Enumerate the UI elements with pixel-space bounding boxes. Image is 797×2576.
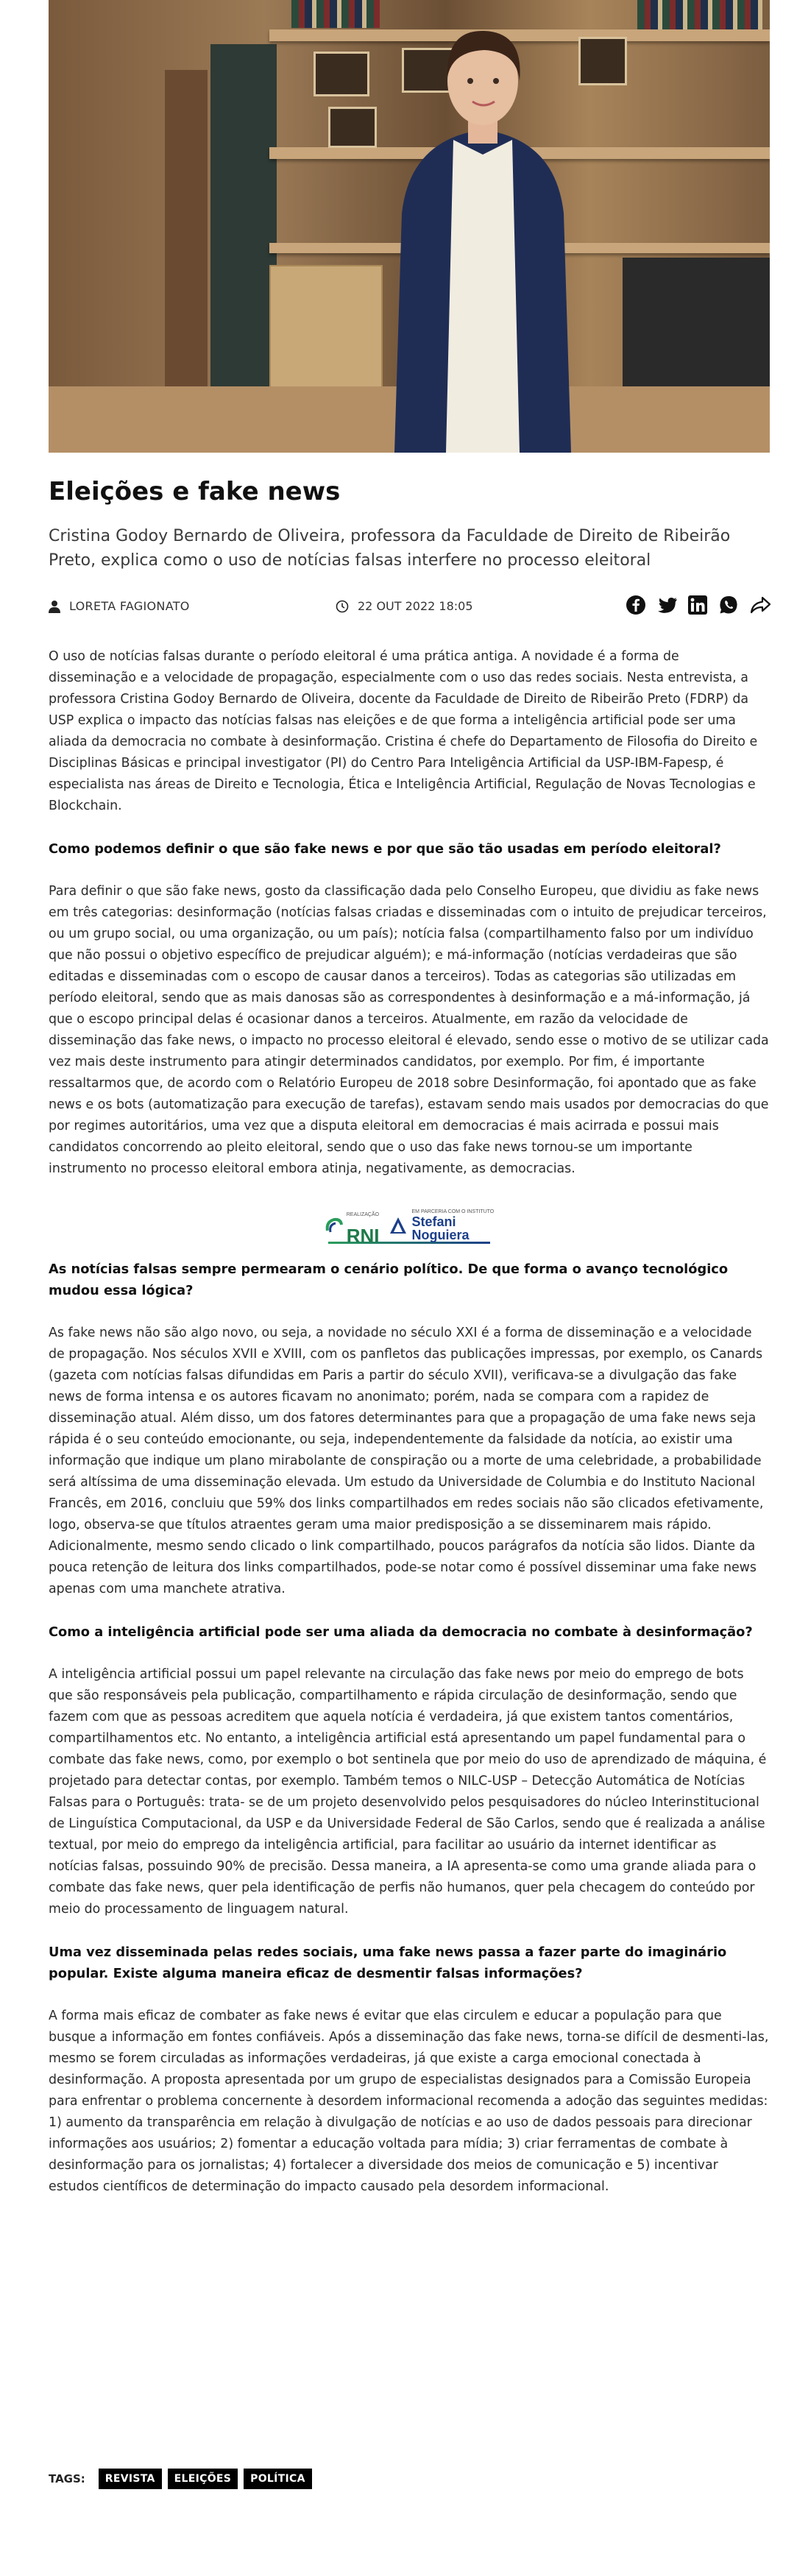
publish-date [336, 599, 473, 613]
whatsapp-icon[interactable] [718, 595, 739, 615]
door-frame [165, 70, 208, 416]
rni-logo [325, 1204, 380, 1247]
books [637, 0, 762, 29]
rni-mark-icon [325, 1216, 344, 1235]
article-body [49, 646, 770, 2219]
facebook-icon[interactable] [626, 595, 646, 615]
date-text: 22 OUT 2022 18:05 [358, 599, 473, 613]
linkedin-icon[interactable] [687, 595, 708, 615]
twitter-icon[interactable] [656, 595, 677, 615]
stefani-label: EM PARCERIA COM O INSTITUTO [411, 1209, 495, 1214]
tags-row [49, 2469, 312, 2489]
answer-paragraph: Para definir o que são fake news, gosto da classificação dada pelo Conselho Europeu, que dividiu as fake news em três categorias: desinformação (notícias falsas criadas e disseminadas com o intuito de prejudicar terceiros, ou um grupo social, ou uma organização, ou um país); notícia falsa (compartilhamento falso por um indivíduo que não possui o objetivo específico de prejudicar alguém); e má-informação (notícias verdadeiras que são editadas e disseminadas com o escopo de causar danos a terceiros). Todas as categorias são utilizadas em período eleitoral, sendo que as mais danosas são as correspondentes à desinformação e a má-informação, já que o escopo principal delas é ocasionar danos a terceiros. Atualmente, em razão da velocidade de disseminação das fake news, o impacto no processo eleitoral é elevado, sendo esse o motivo de se utilizar cada vez mais deste instrumento para atingir determinados candidatos, por exemplo. Por fim, é importante ressaltarmos que, de acordo com o Relatório Europeu de 2018 sobre Desinformação, foi apontado que as fake news e os bots (automatização para execução de tarefas), estavam sendo mais usados por democracias do que por regimes autoritários, uma vez que a disputa eleitoral em democracias é mais acirrada e possui mais candidatos concorrendo ao pleito eleitoral, sendo que o uso das fake news tornou-se um importante instrumento no processo eleitoral embora atinja, negativamente, as democracias. [49, 884, 769, 1176]
tags-label: TAGS: [49, 2472, 85, 2485]
question-heading: As notícias falsas sempre permearam o cenário político. De que forma o avanço tecnológico mudou essa lógica? [49, 1262, 729, 1298]
intro-paragraph: O uso de notícias falsas durante o período eleitoral é uma prática antiga. A novidade é a forma de disseminação e a velocidade de propagação, especialmente com o uso das redes sociais. Nesta entrevista, a professora Cristina Godoy Bernardo de Oliveira, docente da Faculdade de Direito de Ribeirão Preto (FDRP) da USP explica o impacto das notícias falsas nas eleições e de que forma a inteligência artificial pode ser uma aliada da democracia no combate à desinformação. Cristina é chefe do Departamento de Filosofia do Direito e Disciplinas Básicas e principal investigator (PI) do Centro Para Inteligência Artificial da USP-IBM-Fapesp, é especialista nas áreas de Direito e Tecnologia, Ética e Inteligência Artificial, Regulação de Novas Tecnologias e Blockchain. [49, 649, 758, 813]
answer-paragraph: A forma mais eficaz de combater as fake news é evitar que elas circulem e educar a população para que busque a informação em fontes confiáveis. Após a disseminação das fake news, torna-se difícil de desmenti-las, mesmo se forem circuladas as informações verdadeiras, já que existe a carga emocional conectada à desinformação. A proposta apresentada por um grupo de especialistas designados para a Comissão Europeia para enfrentar o problema concernente à desordem informacional recomenda a adoção das seguintes medidas: 1) aumento da transparência em relação à divulgação de notícias e ao uso de dados pessoais para direcionar informações aos usuários; 2) fomentar a educação voltada para mídia; 3) criar ferramentas de combate à desinformação para os jornalistas; 4) fortalecer a diversidade dos meios de comunicação e 5) incentivar estudos científicos de determinação do impacto causado pela desordem informacional. [49, 2009, 769, 2194]
user-icon [49, 600, 60, 613]
article-subtitle: Cristina Godoy Bernardo de Oliveira, professora da Faculdade de Direito de Ribeirão Preto, explica como o uso de notícias falsas interfere no processo eleitoral [49, 527, 731, 570]
rni-text: RNI [346, 1224, 380, 1247]
answer-paragraph: As fake news não são algo novo, ou seja, a novidade no século XXI é a forma de disseminação e a velocidade de propagação. Nos séculos XVII e XVIII, com os panfletos das publicações impressas, por exemplo, os Canards (gazeta com notícias falsas difundidas em Paris a partir do século XVII), verificava-se a divulgação das fake news de forma intensa e os autores ficavam no anonimato; porém, nada se compara com a rapidez de disseminação atual. Além disso, um dos fatores determinantes para que a propagação de uma fake news seja rápida é o seu conteúdo emocionante, ou seja, independentemente da falsidade da notícia, ao existir uma informação que indique um plano mirabolante de conspiração ou a morte de uma celebridade, a probabilidade será altíssima de uma disseminação elevada. Um estudo da Universidade de Columbia e do Instituto Nacional Francês, em 2016, concluiu que 59% dos links compartilhados em redes sociais não são clicados efetivamente, logo, observa-se que títulos atraentes geram uma maior predisposição a se disseminarem mais rápido. Adicionalmente, mesmo sendo clicado o link compartilhado, poucos parágrafos da notícia são lidos. Diante da pouca retenção de leitura dos links compartilhados, pode-se notar como é possível disseminar uma fake news apenas com uma manchete atrativa. [49, 1326, 764, 1596]
stefani-name-line2: Noguiera [411, 1227, 470, 1242]
rni-label: REALIZAÇÃO [346, 1211, 380, 1217]
tag-politica[interactable]: POLÍTICA [244, 2469, 312, 2489]
question-heading: Uma vez disseminada pelas redes sociais, uma fake news passa a fazer parte do imaginário popular. Existe alguma maneira eficaz de desmentir falsas informações? [49, 1945, 727, 1981]
article-meta [49, 595, 770, 621]
author-name: LORETA FAGIONATO [69, 599, 190, 613]
answer-paragraph: A inteligência artificial possui um papel relevante na circulação das fake news por meio do emprego de bots que são responsáveis pela publicação, compartilhamento e rápida circulação de desinformação, sendo que fazem com que as pessoas acreditem que aquela notícia é verdadeira, já que existem tantos comentários, compartilhamentos etc. No entanto, a inteligência artificial está apresentando um papel fundamental para o combate das fake news, como, por exemplo o bot sentinela que por meio do uso de aprendizado de máquina, é projetado para detectar contas, por exemplo. Também temos o NILC-USP – Detecção Automática de Notícias Falsas para o Português: trata- se de um projeto desenvolvido pelos pesquisadores do núcleo Interinstitucional de Linguística Computacional, da USP e da Universidade Federal de São Carlos, sendo que é realizada a análise textual, por meio do emprego da inteligência artificial, para facilitar ao usuário da internet identificar as notícias falsas, possuindo 90% de precisão. Dessa maneira, a IA apresenta-se como uma grande aliada para o combate das fake news, quer pela identificação de perfis não humanos, quer pela checagem do conteúdo por meio do processamento de linguagem natural. [49, 1667, 767, 1917]
article-title: Eleições e fake news [49, 477, 341, 506]
author-info[interactable] [49, 599, 190, 613]
article-content [49, 0, 770, 2485]
stefani-logo [389, 1209, 495, 1242]
tag-revista[interactable]: REVISTA [99, 2469, 162, 2489]
stefani-name-line1: Stefani [411, 1214, 456, 1229]
question-heading: Como podemos definir o que são fake news e por que são tão usadas em período eleitoral? [49, 841, 721, 857]
clock-icon [336, 600, 349, 613]
hero-photo [49, 0, 770, 453]
share-bar [626, 595, 770, 615]
institute-mark-icon [389, 1216, 408, 1235]
tag-eleicoes[interactable]: ELEIÇÕES [168, 2469, 238, 2489]
share-icon[interactable] [749, 595, 770, 615]
question-heading: Como a inteligência artificial pode ser uma aliada da democracia no combate à desinformação? [49, 1624, 753, 1640]
person-figure [350, 22, 615, 453]
